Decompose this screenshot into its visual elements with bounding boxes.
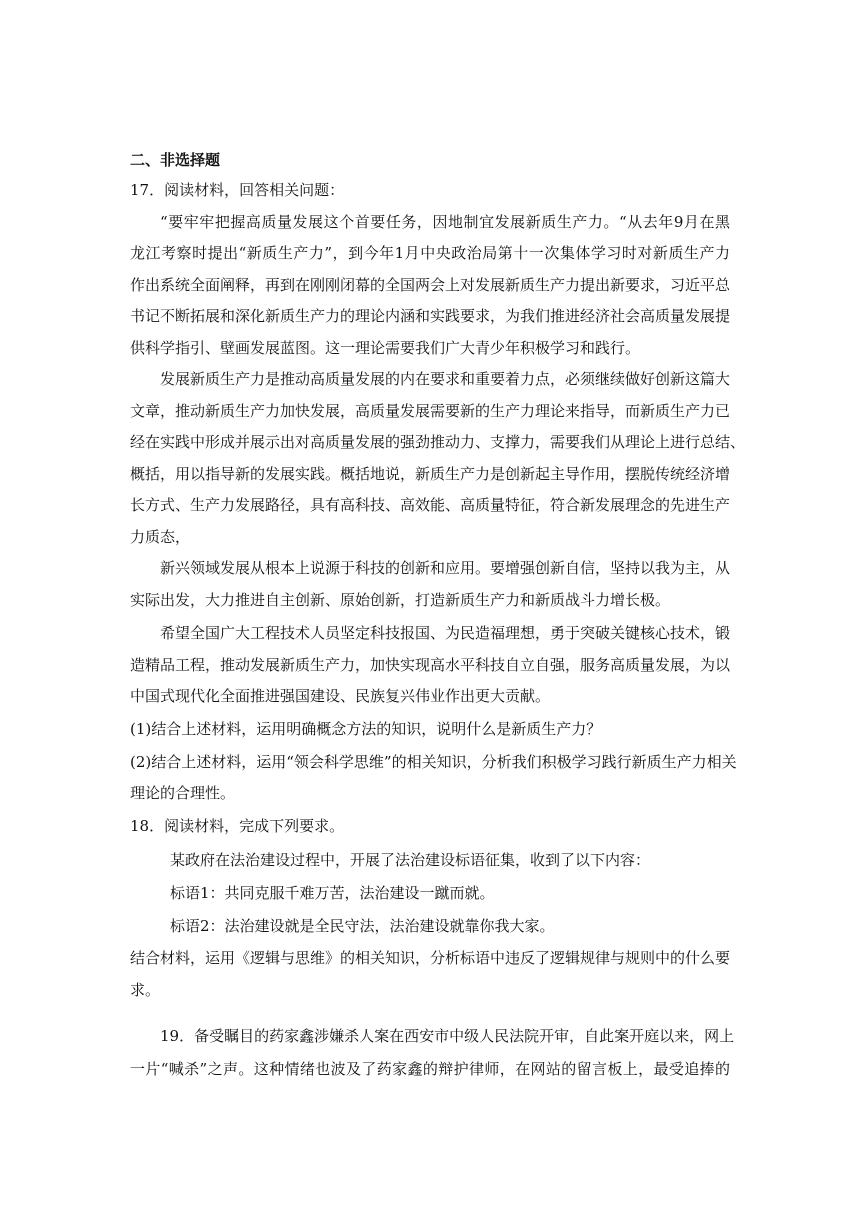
paragraph-line: 求。 bbox=[130, 981, 161, 999]
paragraph-line: 文章，推动新质生产力加快发展，高质量发展需要新的生产力理论来指导，而新质生产力已 bbox=[130, 402, 731, 420]
paragraph-line: 一片“喊杀”之声。这种情绪也波及了药家鑫的辩护律师，在网站的留言板上，最受追捧的 bbox=[130, 1060, 730, 1078]
paragraph-line: 供科学指引、壁画发展蓝图。这一理论需要我们广大青少年积极学习和践行。 bbox=[130, 339, 641, 357]
paragraph-line: 长方式、生产力发展路径，具有高科技、高效能、高质量特征，符合新发展理念的先进生产 bbox=[130, 496, 731, 514]
q17-stem: 17．阅读材料，回答相关问题： bbox=[130, 181, 345, 199]
paragraph-line: 龙江考察时提出“新质生产力”，到今年1月中央政治局第十一次集体学习时对新质生产力 bbox=[130, 244, 730, 262]
q18-stem: 18．阅读材料，完成下列要求。 bbox=[130, 817, 345, 835]
paragraph-line: 造精品工程，推动发展新质生产力，加快实现高水平科技自立自强，服务高质量发展，为以 bbox=[130, 656, 731, 674]
q18-intro: 某政府在法治建设过程中，开展了法治建设标语征集，收到了以下内容： bbox=[170, 851, 651, 869]
paragraph-line: (2)结合上述材料，运用“领会科学思维”的相关知识，分析我们积极学习践行新质生产力相关 bbox=[130, 753, 737, 771]
paragraph-line: 书记不断拓展和深化新质生产力的理论内涵和实践要求，为我们推进经济社会高质量发展提 bbox=[130, 307, 731, 325]
q18-slogan-1: 标语1：共同克服千难万苦，法治建设一蹴而就。 bbox=[170, 884, 495, 902]
paragraph-line: “要牢牢把握高质量发展这个首要任务，因地制宜发展新质生产力。“从去年9月在黑 bbox=[160, 213, 730, 231]
section-heading: 二、非选择题 bbox=[130, 151, 221, 169]
paragraph-line: 19．备受瞩目的药家鑫涉嫌杀人案在西安市中级人民法院开审，自此案开庭以来，网上 bbox=[160, 1027, 735, 1045]
paragraph-line: 实际出发，大力推进自主创新、原始创新，打造新质生产力和新质战斗力增长极。 bbox=[130, 591, 671, 609]
q18-slogan-2: 标语2：法治建设就是全民守法，法治建设就靠你我大家。 bbox=[170, 917, 555, 935]
paragraph-line: 新兴领域发展从根本上说源于科技的创新和应用。要增强创新自信，坚持以我为主，从 bbox=[160, 559, 731, 577]
paragraph-line: 结合材料，运用《逻辑与思维》的相关知识，分析标语中违反了逻辑规律与规则中的什么要 bbox=[130, 949, 731, 967]
paragraph-line: 发展新质生产力是推动高质量发展的内在要求和重要着力点，必须继续做好创新这篇大 bbox=[160, 370, 731, 388]
paragraph-line: 理论的合理性。 bbox=[130, 784, 236, 802]
paragraph-line: 经在实践中形成并展示出对高质量发展的强劲推动力、支撑力，需要我们从理论上进行总结、 bbox=[130, 433, 746, 451]
paragraph-line: 力质态， bbox=[130, 528, 191, 546]
paragraph-line: 概括，用以指导新的发展实践。概括地说，新质生产力是创新起主导作用，摆脱传统经济增 bbox=[130, 465, 731, 483]
paragraph-line: 希望全国广大工程技术人员坚定科技报国、为民造福理想，勇于突破关键核心技术，锻 bbox=[160, 624, 731, 642]
paragraph-line: 中国式现代化全面推进强国建设、民族复兴伟业作出更大贡献。 bbox=[130, 687, 551, 705]
q17-subquestion-1: (1)结合上述材料，运用明确概念方法的知识，说明什么是新质生产力？ bbox=[130, 720, 602, 738]
paragraph-line: 作出系统全面阐释，再到在刚刚闭幕的全国两会上对发展新质生产力提出新要求，习近平总 bbox=[130, 276, 731, 294]
